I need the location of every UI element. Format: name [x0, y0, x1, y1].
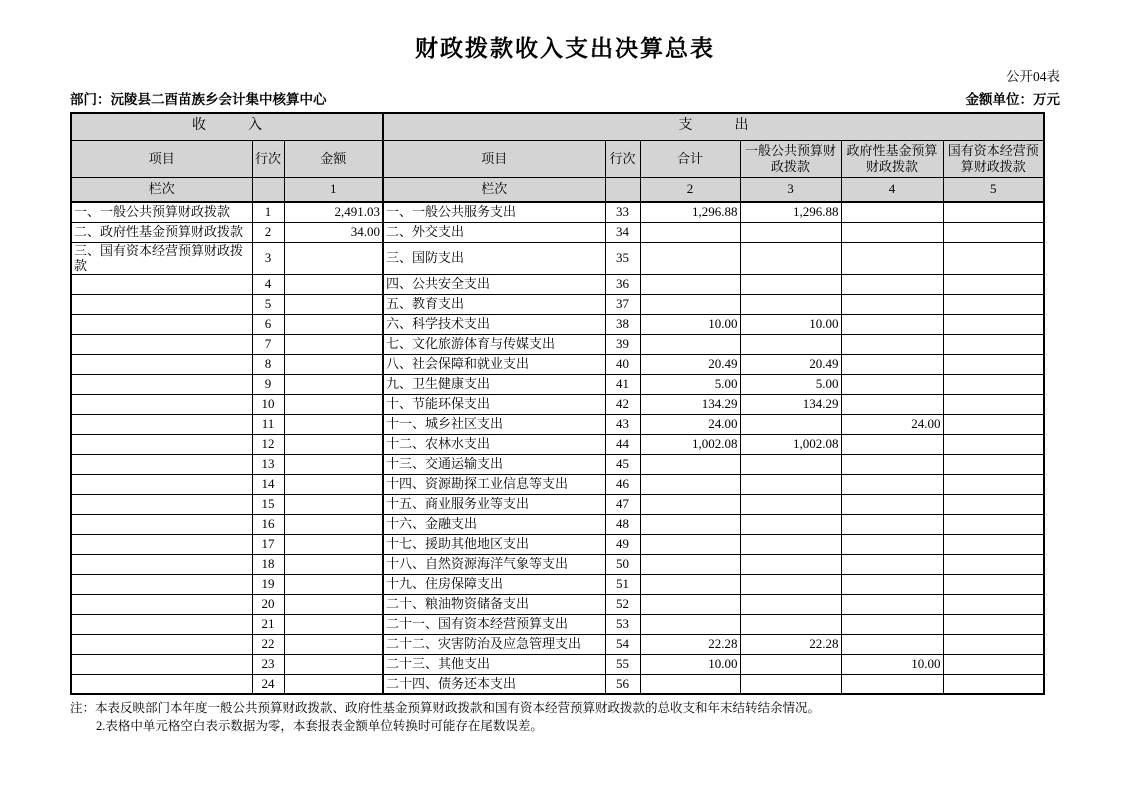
table-row	[71, 314, 1044, 334]
expenditure-total-cell	[640, 222, 740, 242]
table-row	[71, 494, 1044, 514]
income-amount-cell	[284, 594, 383, 614]
expenditure-total-cell	[640, 494, 740, 514]
income-item-cell	[71, 334, 252, 354]
expenditure-total-cell: 24.00	[640, 414, 740, 434]
expenditure-state-capital-cell	[943, 222, 1044, 242]
expenditure-item-cell: 四、公共安全支出	[383, 274, 605, 294]
income-line-cell: 1	[252, 202, 284, 222]
expenditure-state-capital-cell	[943, 374, 1044, 394]
expenditure-line-cell: 36	[605, 274, 640, 294]
doc-code: 公开04表	[1006, 69, 1060, 84]
index-cell	[605, 177, 640, 202]
table-row	[71, 454, 1044, 474]
expenditure-total-cell: 134.29	[640, 394, 740, 414]
column-header-expenditure-line: 行次	[605, 140, 640, 177]
income-amount-cell	[284, 674, 383, 694]
expenditure-gov-fund-cell	[841, 294, 943, 314]
table-row	[71, 294, 1044, 314]
expenditure-gov-fund-cell	[841, 334, 943, 354]
income-line-cell: 7	[252, 334, 284, 354]
expenditure-item-cell: 八、社会保障和就业支出	[383, 354, 605, 374]
table-row	[71, 574, 1044, 594]
expenditure-state-capital-cell	[943, 434, 1044, 454]
expenditure-total-cell	[640, 294, 740, 314]
expenditure-line-cell: 56	[605, 674, 640, 694]
income-item-cell	[71, 434, 252, 454]
expenditure-line-cell: 34	[605, 222, 640, 242]
income-amount-cell	[284, 354, 383, 374]
expenditure-line-cell: 42	[605, 394, 640, 414]
income-line-cell: 23	[252, 654, 284, 674]
income-line-cell: 19	[252, 574, 284, 594]
expenditure-line-cell: 50	[605, 554, 640, 574]
expenditure-state-capital-cell	[943, 594, 1044, 614]
expenditure-gov-fund-cell	[841, 434, 943, 454]
expenditure-item-cell: 十二、农林水支出	[383, 434, 605, 454]
table-body	[71, 202, 1044, 694]
income-item-cell	[71, 674, 252, 694]
expenditure-line-cell: 54	[605, 634, 640, 654]
income-line-cell: 8	[252, 354, 284, 374]
income-amount-cell	[284, 534, 383, 554]
expenditure-state-capital-cell	[943, 414, 1044, 434]
income-amount-cell	[284, 394, 383, 414]
expenditure-general-budget-cell: 5.00	[740, 374, 841, 394]
expenditure-state-capital-cell	[943, 294, 1044, 314]
expenditure-gov-fund-cell	[841, 222, 943, 242]
expenditure-state-capital-cell	[943, 534, 1044, 554]
expenditure-state-capital-cell	[943, 474, 1044, 494]
table-row	[71, 334, 1044, 354]
expenditure-total-cell: 10.00	[640, 314, 740, 334]
expenditure-item-cell: 二十二、灾害防治及应急管理支出	[383, 634, 605, 654]
expenditure-state-capital-cell	[943, 554, 1044, 574]
group-header-row	[71, 113, 1044, 140]
expenditure-gov-fund-cell	[841, 634, 943, 654]
income-amount-cell: 2,491.03	[284, 202, 383, 222]
expenditure-state-capital-cell	[943, 674, 1044, 694]
expenditure-item-cell: 二十四、债务还本支出	[383, 674, 605, 694]
table-row	[71, 222, 1044, 242]
income-line-cell: 12	[252, 434, 284, 454]
income-item-cell: 一、一般公共预算财政拨款	[71, 202, 252, 222]
expenditure-item-cell: 一、一般公共服务支出	[383, 202, 605, 222]
income-amount-cell	[284, 574, 383, 594]
expenditure-item-cell: 十一、城乡社区支出	[383, 414, 605, 434]
expenditure-line-cell: 37	[605, 294, 640, 314]
income-amount-cell	[284, 454, 383, 474]
index-cell: 3	[740, 177, 841, 202]
expenditure-total-cell	[640, 614, 740, 634]
expenditure-total-cell: 22.28	[640, 634, 740, 654]
table-row	[71, 354, 1044, 374]
income-line-cell: 10	[252, 394, 284, 414]
expenditure-state-capital-cell	[943, 634, 1044, 654]
index-cell: 2	[640, 177, 740, 202]
expenditure-gov-fund-cell	[841, 674, 943, 694]
expenditure-general-budget-cell	[740, 334, 841, 354]
expenditure-general-budget-cell	[740, 222, 841, 242]
table-row	[71, 274, 1044, 294]
expenditure-total-cell	[640, 674, 740, 694]
expenditure-total-cell	[640, 474, 740, 494]
income-line-cell: 18	[252, 554, 284, 574]
expenditure-line-cell: 33	[605, 202, 640, 222]
expenditure-gov-fund-cell: 10.00	[841, 654, 943, 674]
expenditure-item-cell: 十八、自然资源海洋气象等支出	[383, 554, 605, 574]
table-row	[71, 394, 1044, 414]
expenditure-general-budget-cell	[740, 242, 841, 274]
table-row	[71, 242, 1044, 274]
expenditure-general-budget-cell: 10.00	[740, 314, 841, 334]
expenditure-line-cell: 47	[605, 494, 640, 514]
expenditure-line-cell: 39	[605, 334, 640, 354]
income-amount-cell: 34.00	[284, 222, 383, 242]
expenditure-general-budget-cell	[740, 294, 841, 314]
report-table	[70, 112, 1045, 695]
income-line-cell: 6	[252, 314, 284, 334]
income-item-cell	[71, 634, 252, 654]
income-item-cell	[71, 494, 252, 514]
income-line-cell: 13	[252, 454, 284, 474]
column-index-row	[71, 177, 1044, 202]
index-cell: 4	[841, 177, 943, 202]
income-item-cell	[71, 374, 252, 394]
expenditure-line-cell: 44	[605, 434, 640, 454]
notes	[70, 699, 1060, 735]
expenditure-general-budget-cell	[740, 494, 841, 514]
expenditure-general-budget-cell	[740, 534, 841, 554]
income-amount-cell	[284, 474, 383, 494]
expenditure-gov-fund-cell	[841, 274, 943, 294]
expenditure-total-cell	[640, 454, 740, 474]
income-amount-cell	[284, 494, 383, 514]
income-amount-cell	[284, 514, 383, 534]
column-header-income-amount: 金额	[284, 140, 383, 177]
expenditure-total-cell: 5.00	[640, 374, 740, 394]
expenditure-item-cell: 二十、粮油物资储备支出	[383, 594, 605, 614]
table-row	[71, 434, 1044, 454]
income-line-cell: 20	[252, 594, 284, 614]
expenditure-total-cell	[640, 594, 740, 614]
expenditure-gov-fund-cell	[841, 242, 943, 274]
income-item-cell	[71, 594, 252, 614]
income-line-cell: 17	[252, 534, 284, 554]
column-header-income-item: 项目	[71, 140, 252, 177]
expenditure-total-cell	[640, 242, 740, 274]
expenditure-gov-fund-cell	[841, 574, 943, 594]
expenditure-state-capital-cell	[943, 242, 1044, 274]
column-header-income-line: 行次	[252, 140, 284, 177]
expenditure-line-cell: 53	[605, 614, 640, 634]
expenditure-state-capital-cell	[943, 202, 1044, 222]
table-row	[71, 554, 1044, 574]
table-row	[71, 474, 1044, 494]
income-item-cell	[71, 514, 252, 534]
expenditure-line-cell: 41	[605, 374, 640, 394]
income-amount-cell	[284, 374, 383, 394]
expenditure-total-cell: 1,296.88	[640, 202, 740, 222]
income-item-cell	[71, 314, 252, 334]
expenditure-item-cell: 十三、交通运输支出	[383, 454, 605, 474]
expenditure-general-budget-cell	[740, 274, 841, 294]
expenditure-total-cell: 10.00	[640, 654, 740, 674]
expenditure-total-cell	[640, 554, 740, 574]
expenditure-gov-fund-cell	[841, 514, 943, 534]
expenditure-general-budget-cell: 20.49	[740, 354, 841, 374]
expenditure-state-capital-cell	[943, 574, 1044, 594]
expenditure-gov-fund-cell	[841, 394, 943, 414]
income-line-cell: 21	[252, 614, 284, 634]
expenditure-general-budget-cell	[740, 674, 841, 694]
expenditure-gov-fund-cell	[841, 202, 943, 222]
income-item-cell	[71, 274, 252, 294]
income-amount-cell	[284, 242, 383, 274]
expenditure-state-capital-cell	[943, 314, 1044, 334]
income-item-cell	[71, 554, 252, 574]
expenditure-general-budget-cell	[740, 614, 841, 634]
table-row	[71, 202, 1044, 222]
column-header-general-budget: 一般公共预算财政拨款	[740, 140, 841, 177]
income-amount-cell	[284, 294, 383, 314]
income-line-cell: 2	[252, 222, 284, 242]
income-item-cell	[71, 394, 252, 414]
note-line: 2.表格中单元格空白表示数据为零，本套报表金额单位转换时可能存在尾数误差。	[96, 719, 543, 734]
income-amount-cell	[284, 414, 383, 434]
expenditure-item-cell: 十五、商业服务业等支出	[383, 494, 605, 514]
expenditure-line-cell: 43	[605, 414, 640, 434]
income-line-cell: 15	[252, 494, 284, 514]
income-line-cell: 5	[252, 294, 284, 314]
income-item-cell	[71, 614, 252, 634]
income-item-cell	[71, 454, 252, 474]
expenditure-general-budget-cell	[740, 474, 841, 494]
income-amount-cell	[284, 554, 383, 574]
department-label: 部门：沅陵县二酉苗族乡会计集中核算中心	[70, 92, 327, 107]
expenditure-total-cell	[640, 334, 740, 354]
income-item-cell	[71, 354, 252, 374]
expenditure-general-budget-cell	[740, 574, 841, 594]
income-amount-cell	[284, 314, 383, 334]
expenditure-general-budget-cell	[740, 554, 841, 574]
expenditure-state-capital-cell	[943, 454, 1044, 474]
income-item-cell	[71, 474, 252, 494]
table-row	[71, 534, 1044, 554]
table-row	[71, 634, 1044, 654]
expenditure-general-budget-cell: 1,002.08	[740, 434, 841, 454]
income-amount-cell	[284, 634, 383, 654]
income-line-cell: 16	[252, 514, 284, 534]
expenditure-line-cell: 45	[605, 454, 640, 474]
expenditure-item-cell: 九、卫生健康支出	[383, 374, 605, 394]
income-amount-cell	[284, 334, 383, 354]
income-item-cell	[71, 414, 252, 434]
expenditure-group-header: 支 出	[383, 113, 1044, 140]
expenditure-total-cell	[640, 514, 740, 534]
expenditure-line-cell: 38	[605, 314, 640, 334]
expenditure-line-cell: 51	[605, 574, 640, 594]
column-header-gov-fund: 政府性基金预算财政拨款	[841, 140, 943, 177]
expenditure-line-cell: 35	[605, 242, 640, 274]
column-header-state-capital: 国有资本经营预算财政拨款	[943, 140, 1044, 177]
expenditure-item-cell: 十四、资源勘探工业信息等支出	[383, 474, 605, 494]
page-title: 财政拨款收入支出决算总表	[415, 36, 715, 61]
expenditure-total-cell	[640, 534, 740, 554]
income-group-header: 收 入	[71, 113, 383, 140]
expenditure-item-cell: 五、教育支出	[383, 294, 605, 314]
expenditure-gov-fund-cell	[841, 314, 943, 334]
expenditure-item-cell: 十九、住房保障支出	[383, 574, 605, 594]
expenditure-item-cell: 二十一、国有资本经营预算支出	[383, 614, 605, 634]
expenditure-state-capital-cell	[943, 494, 1044, 514]
expenditure-gov-fund-cell	[841, 554, 943, 574]
expenditure-state-capital-cell	[943, 394, 1044, 414]
expenditure-line-cell: 46	[605, 474, 640, 494]
table-row	[71, 654, 1044, 674]
expenditure-gov-fund-cell	[841, 594, 943, 614]
income-line-cell: 3	[252, 242, 284, 274]
income-amount-cell	[284, 274, 383, 294]
income-amount-cell	[284, 614, 383, 634]
income-line-cell: 9	[252, 374, 284, 394]
income-item-cell	[71, 654, 252, 674]
expenditure-total-cell: 1,002.08	[640, 434, 740, 454]
expenditure-item-cell: 七、文化旅游体育与传媒支出	[383, 334, 605, 354]
expenditure-item-cell: 三、国防支出	[383, 242, 605, 274]
expenditure-item-cell: 十、节能环保支出	[383, 394, 605, 414]
expenditure-state-capital-cell	[943, 514, 1044, 534]
income-item-cell	[71, 574, 252, 594]
index-cell: 栏次	[383, 177, 605, 202]
expenditure-total-cell: 20.49	[640, 354, 740, 374]
table-row	[71, 674, 1044, 694]
expenditure-state-capital-cell	[943, 334, 1044, 354]
expenditure-line-cell: 48	[605, 514, 640, 534]
expenditure-item-cell: 二、外交支出	[383, 222, 605, 242]
column-header-expenditure-total: 合计	[640, 140, 740, 177]
expenditure-item-cell: 十六、金融支出	[383, 514, 605, 534]
expenditure-gov-fund-cell	[841, 494, 943, 514]
expenditure-general-budget-cell	[740, 594, 841, 614]
table-row	[71, 594, 1044, 614]
expenditure-item-cell: 十七、援助其他地区支出	[383, 534, 605, 554]
expenditure-state-capital-cell	[943, 274, 1044, 294]
expenditure-gov-fund-cell	[841, 354, 943, 374]
expenditure-total-cell	[640, 574, 740, 594]
expenditure-general-budget-cell	[740, 514, 841, 534]
note-line: 注：本表反映部门本年度一般公共预算财政拨款、政府性基金预算财政拨款和国有资本经营预算财政拨款的总收支和年末结转结余情况。	[70, 701, 821, 716]
expenditure-gov-fund-cell	[841, 474, 943, 494]
expenditure-line-cell: 52	[605, 594, 640, 614]
expenditure-line-cell: 49	[605, 534, 640, 554]
expenditure-gov-fund-cell	[841, 614, 943, 634]
index-cell: 栏次	[71, 177, 252, 202]
expenditure-general-budget-cell	[740, 414, 841, 434]
expenditure-gov-fund-cell: 24.00	[841, 414, 943, 434]
income-line-cell: 22	[252, 634, 284, 654]
index-cell: 1	[284, 177, 383, 202]
expenditure-state-capital-cell	[943, 654, 1044, 674]
meta-line	[70, 91, 1060, 108]
income-line-cell: 4	[252, 274, 284, 294]
expenditure-gov-fund-cell	[841, 454, 943, 474]
table-row	[71, 514, 1044, 534]
expenditure-general-budget-cell	[740, 654, 841, 674]
income-item-cell: 二、政府性基金预算财政拨款	[71, 222, 252, 242]
column-header-expenditure-item: 项目	[383, 140, 605, 177]
table-row	[71, 414, 1044, 434]
expenditure-state-capital-cell	[943, 614, 1044, 634]
income-line-cell: 14	[252, 474, 284, 494]
expenditure-line-cell: 40	[605, 354, 640, 374]
expenditure-state-capital-cell	[943, 354, 1044, 374]
expenditure-gov-fund-cell	[841, 534, 943, 554]
income-line-cell: 24	[252, 674, 284, 694]
expenditure-general-budget-cell: 1,296.88	[740, 202, 841, 222]
expenditure-general-budget-cell	[740, 454, 841, 474]
income-item-cell	[71, 534, 252, 554]
income-amount-cell	[284, 654, 383, 674]
income-item-cell: 三、国有资本经营预算财政拨款	[71, 242, 252, 274]
index-cell	[252, 177, 284, 202]
expenditure-general-budget-cell: 134.29	[740, 394, 841, 414]
expenditure-general-budget-cell: 22.28	[740, 634, 841, 654]
expenditure-gov-fund-cell	[841, 374, 943, 394]
table-row	[71, 374, 1044, 394]
expenditure-item-cell: 六、科学技术支出	[383, 314, 605, 334]
income-amount-cell	[284, 434, 383, 454]
income-line-cell: 11	[252, 414, 284, 434]
unit-label: 金额单位：万元	[965, 92, 1060, 107]
column-header-row	[71, 140, 1044, 177]
table-row	[71, 614, 1044, 634]
expenditure-total-cell	[640, 274, 740, 294]
expenditure-item-cell: 二十三、其他支出	[383, 654, 605, 674]
index-cell: 5	[943, 177, 1044, 202]
income-item-cell	[71, 294, 252, 314]
expenditure-line-cell: 55	[605, 654, 640, 674]
